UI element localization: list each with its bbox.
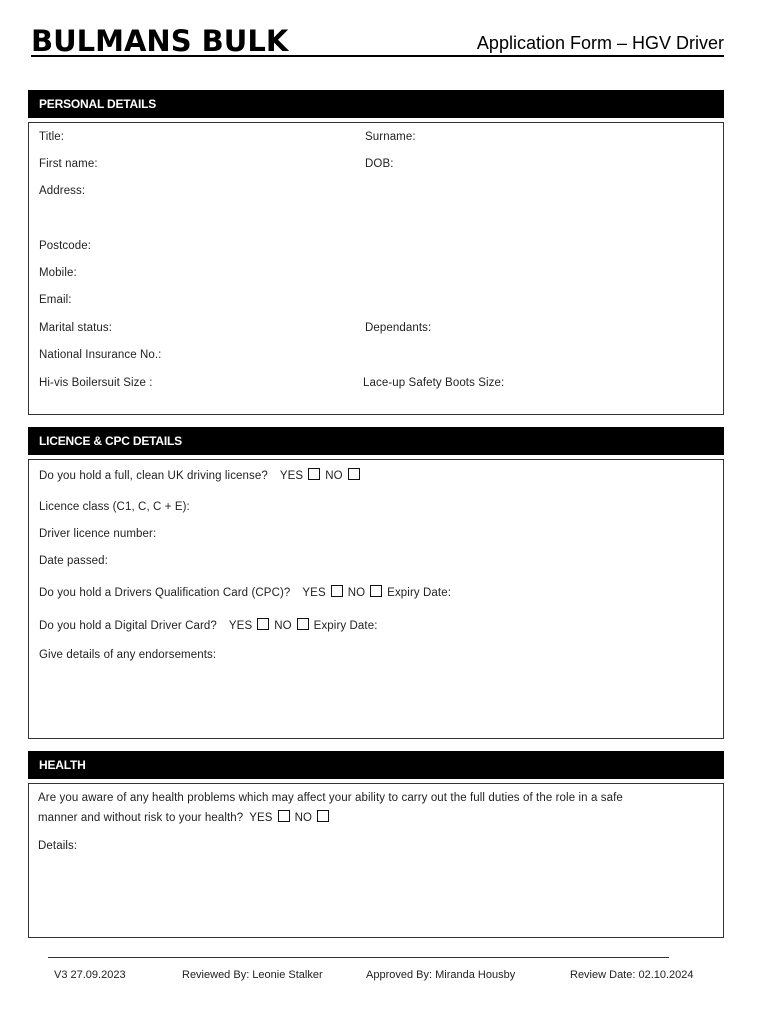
footer-reviewed-by: Reviewed By: Leonie Stalker: [182, 969, 323, 981]
footer-divider: [48, 957, 669, 958]
footer-review-date: Review Date: 02.10.2024: [570, 969, 694, 981]
health-question-line1: Are you aware of any health problems which may affect your ability to carry out the full duties of the role in a safe: [38, 792, 623, 804]
postcode-field[interactable]: Postcode:: [39, 240, 92, 252]
title-field[interactable]: Title:: [39, 131, 65, 143]
full-licence-yes-checkbox[interactable]: [308, 468, 320, 480]
section-heading-licence: LICENCE & CPC DETAILS: [28, 427, 724, 455]
health-details-field[interactable]: Details:: [38, 840, 78, 852]
licence-class-field[interactable]: Licence class (C1, C, C + E):: [39, 501, 190, 513]
section-heading-health: HEALTH: [28, 751, 724, 779]
cpc-no-label: NO: [347, 587, 366, 599]
national-insurance-field[interactable]: National Insurance No.:: [39, 349, 162, 361]
email-field[interactable]: Email:: [39, 294, 72, 306]
digital-card-no-checkbox[interactable]: [297, 618, 309, 630]
cpc-yes-label: YES: [302, 587, 326, 599]
digital-card-yes-label: YES: [228, 620, 253, 632]
dependants-field[interactable]: Dependants:: [365, 322, 432, 334]
health-question-label: manner and without risk to your health?: [38, 812, 244, 824]
mobile-field[interactable]: Mobile:: [39, 267, 77, 279]
cpc-label: Do you hold a Drivers Qualification Card (CPC)?: [39, 587, 291, 599]
cpc-expiry-field[interactable]: Expiry Date:: [387, 587, 452, 599]
full-licence-label: Do you hold a full, clean UK driving license?: [39, 470, 268, 482]
health-question-line2: [38, 812, 334, 824]
licence-details-box: [28, 459, 724, 739]
personal-details-box: [28, 122, 724, 415]
full-licence-yes-label: YES: [279, 470, 304, 482]
digital-card-yes-checkbox[interactable]: [257, 618, 269, 630]
address-field[interactable]: Address:: [39, 185, 86, 197]
marital-status-field[interactable]: Marital status:: [39, 322, 113, 334]
hivis-size-field[interactable]: Hi-vis Boilersuit Size :: [39, 377, 153, 389]
company-brand: BULMANS BULK: [31, 24, 289, 58]
health-yes-checkbox[interactable]: [278, 810, 290, 822]
health-yes-label: YES: [249, 812, 273, 824]
digital-card-expiry-field[interactable]: Expiry Date:: [313, 620, 378, 632]
first-name-field[interactable]: First name:: [39, 158, 98, 170]
digital-card-label: Do you hold a Digital Driver Card?: [39, 620, 217, 632]
digital-card-no-label: NO: [274, 620, 292, 632]
full-licence-no-label: NO: [325, 470, 343, 482]
date-passed-field[interactable]: Date passed:: [39, 555, 108, 567]
cpc-yes-checkbox[interactable]: [331, 585, 343, 597]
cpc-question: [39, 587, 451, 599]
document-title: Application Form – HGV Driver: [476, 33, 724, 53]
licence-number-field[interactable]: Driver licence number:: [39, 528, 157, 540]
endorsements-field[interactable]: Give details of any endorsements:: [39, 649, 217, 661]
health-box: [28, 783, 724, 938]
footer-approved-by: Approved By: Miranda Housby: [366, 969, 516, 981]
header-divider: [31, 55, 724, 57]
section-heading-personal: PERSONAL DETAILS: [28, 90, 724, 118]
health-no-label: NO: [294, 812, 313, 824]
health-no-checkbox[interactable]: [317, 810, 329, 822]
boots-size-field[interactable]: Lace-up Safety Boots Size:: [363, 377, 505, 389]
dob-field[interactable]: DOB:: [365, 158, 394, 170]
full-licence-no-checkbox[interactable]: [348, 468, 360, 480]
footer-version: V3 27.09.2023: [54, 969, 126, 981]
surname-field[interactable]: Surname:: [365, 131, 416, 143]
cpc-no-checkbox[interactable]: [370, 585, 382, 597]
full-licence-question: [39, 470, 365, 482]
digital-card-question: [39, 620, 378, 632]
